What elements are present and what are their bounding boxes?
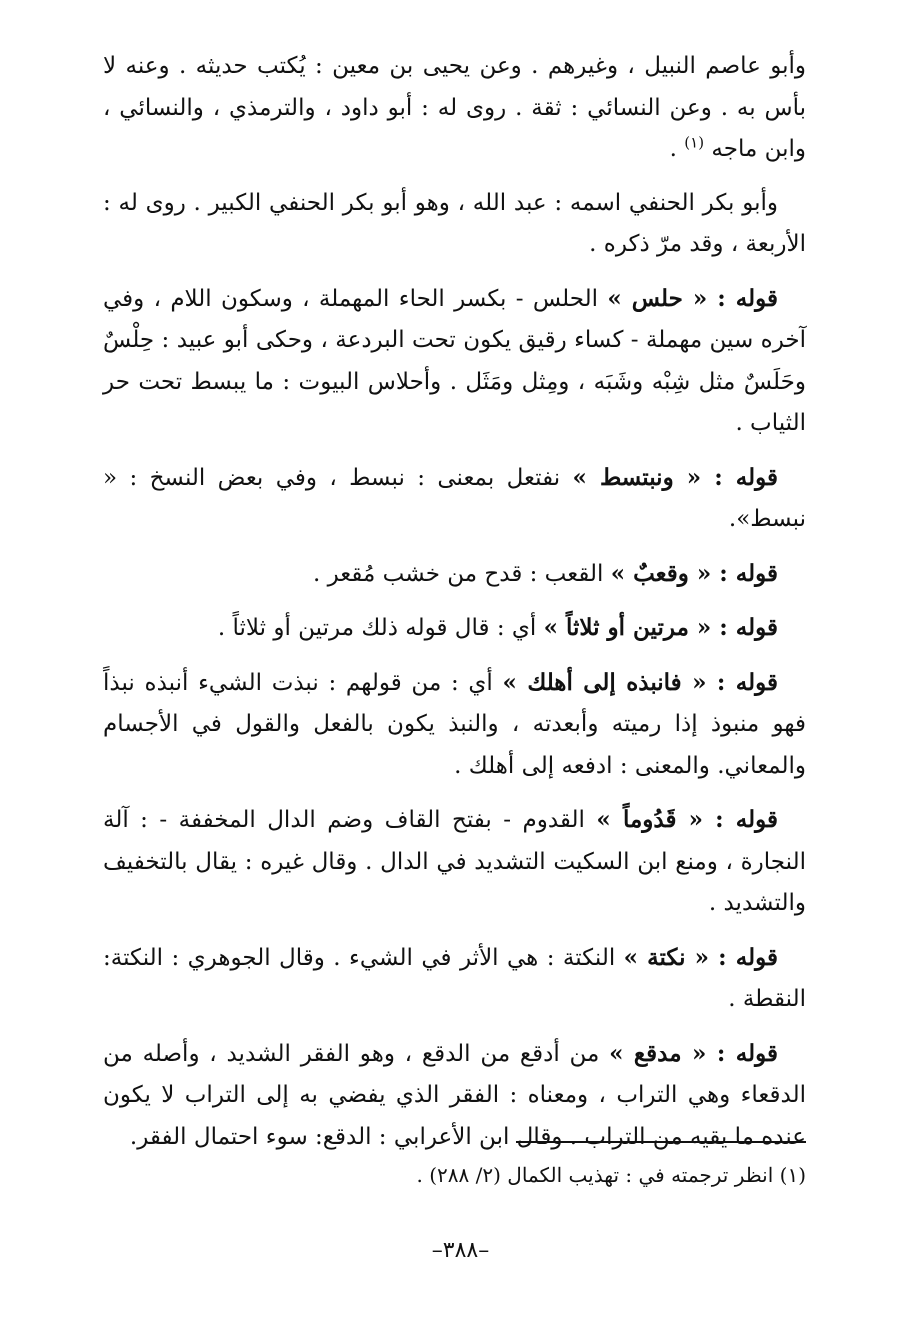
paragraph-text: القعب : قدح من خشب مُقعر .: [312, 560, 611, 587]
paragraph-text: أي : من قولهم : نبذت الشيء أنبذه نبذاً فهو منبوذ إذا رميته وأبعدته ، والنبذ يكون بالفعل والقول في الأجسام والمعاني. والمعنى : ادفعه إلى أهلك .: [103, 669, 806, 779]
paragraph-text: وأبو عاصم النبيل ، وغيرهم . وعن يحيى بن معين : يُكتب حديثه . وعنه لا بأس به . وعن النسائي : ثقة . روى له : أبو داود ، والترمذي ، والنسائي ، وابن ماجه: [103, 53, 806, 162]
paragraph-text: من أدقع من الدقع ، وهو الفقر الشديد ، وأصله من الدقعاء وهي التراب ، ومعناه : الفقر الذي يفضي به إلى التراب لا يكون عنده ما يقيه من التراب . وقال ابن الأعرابي : الدقع: سوء احتمال الفقر.: [103, 1040, 806, 1150]
paragraph-6: [103, 607, 806, 650]
paragraph-1: [103, 46, 806, 171]
page-number: –٣٨٨–: [431, 1238, 490, 1263]
main-text: [103, 46, 806, 1170]
paragraph-8: [103, 799, 806, 925]
paragraph-7: [103, 662, 806, 788]
footnote-divider: [516, 1141, 806, 1143]
paragraph-keyword: قوله : « نكتة »: [623, 943, 778, 971]
paragraph-keyword: قوله : « وقعبٌ »: [610, 559, 778, 587]
footnote-reference: (١): [684, 133, 705, 152]
paragraph-3: [103, 278, 806, 445]
paragraph-keyword: قوله : « مدقع »: [609, 1039, 778, 1067]
paragraph-10: [103, 1033, 806, 1159]
paragraph-2: [103, 183, 806, 266]
paragraph-text: الحلس - بكسر الحاء المهملة ، وسكون اللام ، وفي آخره سين مهملة - كساء رقيق يكون تحت البردعة ، وحكى أبو عبيد : حِلْسٌ وحَلَسٌ مثل شِبْه وشَبَه ، ومِثل ومَثَل . وأحلاس البيوت : ما يبسط تحت حر الثياب .: [103, 285, 806, 436]
paragraph-keyword: قوله : « قَدُوماً »: [596, 806, 778, 833]
footnote: (١) انظر ترجمته في : تهذيب الكمال (٢/ ٢٨٨) .: [416, 1163, 806, 1187]
paragraph-text: أي : قال قوله ذلك مرتين أو ثلاثاً .: [217, 615, 544, 641]
paragraph-9: [103, 937, 806, 1021]
paragraph-text: النكتة : هي الأثر في الشيء . وقال الجوهري : النكتة: النقطة .: [103, 944, 806, 1012]
paragraph-text: نفتعل بمعنى : نبسط ، وفي بعض النسخ : « نبسط».: [103, 464, 806, 532]
paragraph-tail: .: [669, 136, 685, 162]
paragraph-keyword: قوله : « حلس »: [607, 284, 778, 312]
paragraph-text: وأبو بكر الحنفي اسمه : عبد الله ، وهو أبو بكر الحنفي الكبير . روى له : الأربعة ، وقد مرّ ذكره .: [103, 189, 806, 257]
paragraph-text: القدوم - بفتح القاف وضم الدال المخففة - : آلة النجارة ، ومنع ابن السكيت التشديد في الدال . وقال غيره : يقال بالتخفيف والتشديد .: [103, 807, 806, 916]
paragraph-keyword: قوله : « ونبتسط »: [572, 463, 778, 491]
paragraph-keyword: قوله : « مرتين أو ثلاثاً »: [543, 614, 778, 641]
paragraph-4: [103, 457, 806, 541]
paragraph-5: [103, 553, 806, 596]
paragraph-keyword: قوله : « فانبذه إلى أهلك »: [502, 668, 778, 696]
